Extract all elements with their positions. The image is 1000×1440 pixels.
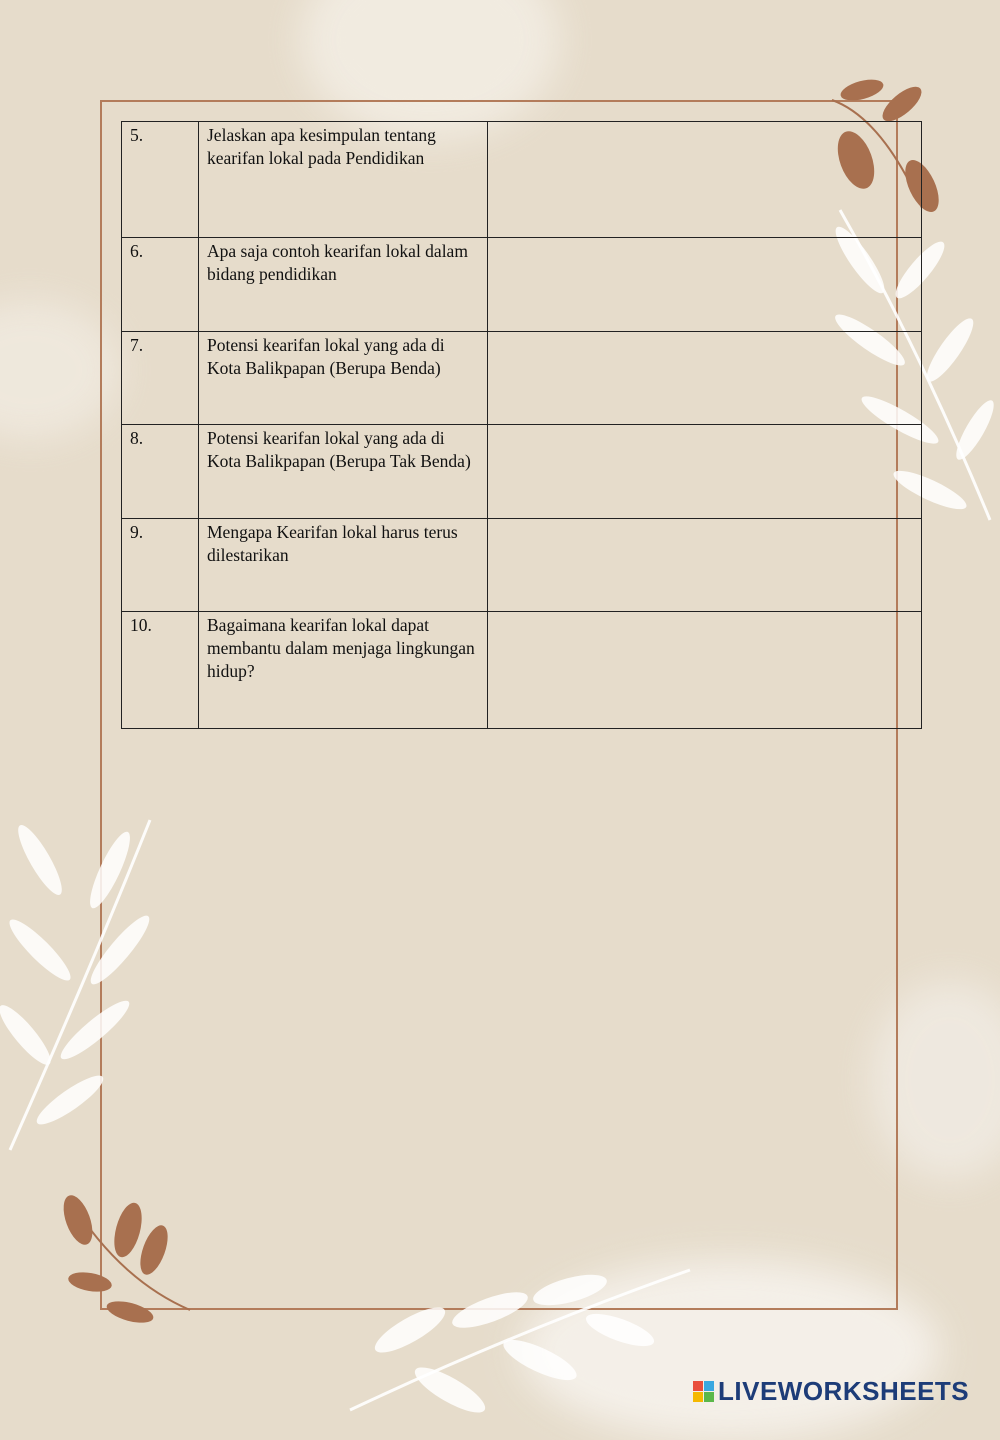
question-number: 8. (122, 425, 199, 519)
question-text: Jelaskan apa kesimpulan tentang kearifan lokal pada Pendidikan (199, 122, 488, 238)
question-text: Potensi kearifan lokal yang ada di Kota Balikpapan (Berupa Benda) (199, 332, 488, 425)
answer-cell[interactable] (488, 238, 922, 332)
question-number: 10. (122, 612, 199, 729)
table-row (122, 122, 922, 238)
answer-cell[interactable] (488, 519, 922, 612)
table-row (122, 332, 922, 425)
brand-text: LIVEWORKSHEETS (718, 1376, 970, 1406)
table-row (122, 425, 922, 519)
question-number: 7. (122, 332, 199, 425)
white-leaf-branch-left (0, 800, 180, 1160)
question-text: Apa saja contoh kearifan lokal dalam bidang pendidikan (199, 238, 488, 332)
worksheet-table (121, 121, 922, 729)
liveworksheets-brand (693, 1376, 969, 1407)
liveworksheets-logo-icon (693, 1381, 714, 1402)
question-text: Potensi kearifan lokal yang ada di Kota Balikpapan (Berupa Tak Benda) (199, 425, 488, 519)
table-row (122, 519, 922, 612)
question-number: 6. (122, 238, 199, 332)
question-number: 5. (122, 122, 199, 238)
table-row (122, 612, 922, 729)
answer-cell[interactable] (488, 122, 922, 238)
answer-cell[interactable] (488, 332, 922, 425)
table-row (122, 238, 922, 332)
answer-cell[interactable] (488, 612, 922, 729)
question-number: 9. (122, 519, 199, 612)
brown-leaf-branch-bottom-left (50, 1190, 200, 1330)
question-text: Mengapa Kearifan lokal harus terus dilestarikan (199, 519, 488, 612)
answer-cell[interactable] (488, 425, 922, 519)
question-text: Bagaimana kearifan lokal dapat membantu dalam menjaga lingkungan hidup? (199, 612, 488, 729)
white-leaf-branch-bottom (340, 1250, 700, 1414)
